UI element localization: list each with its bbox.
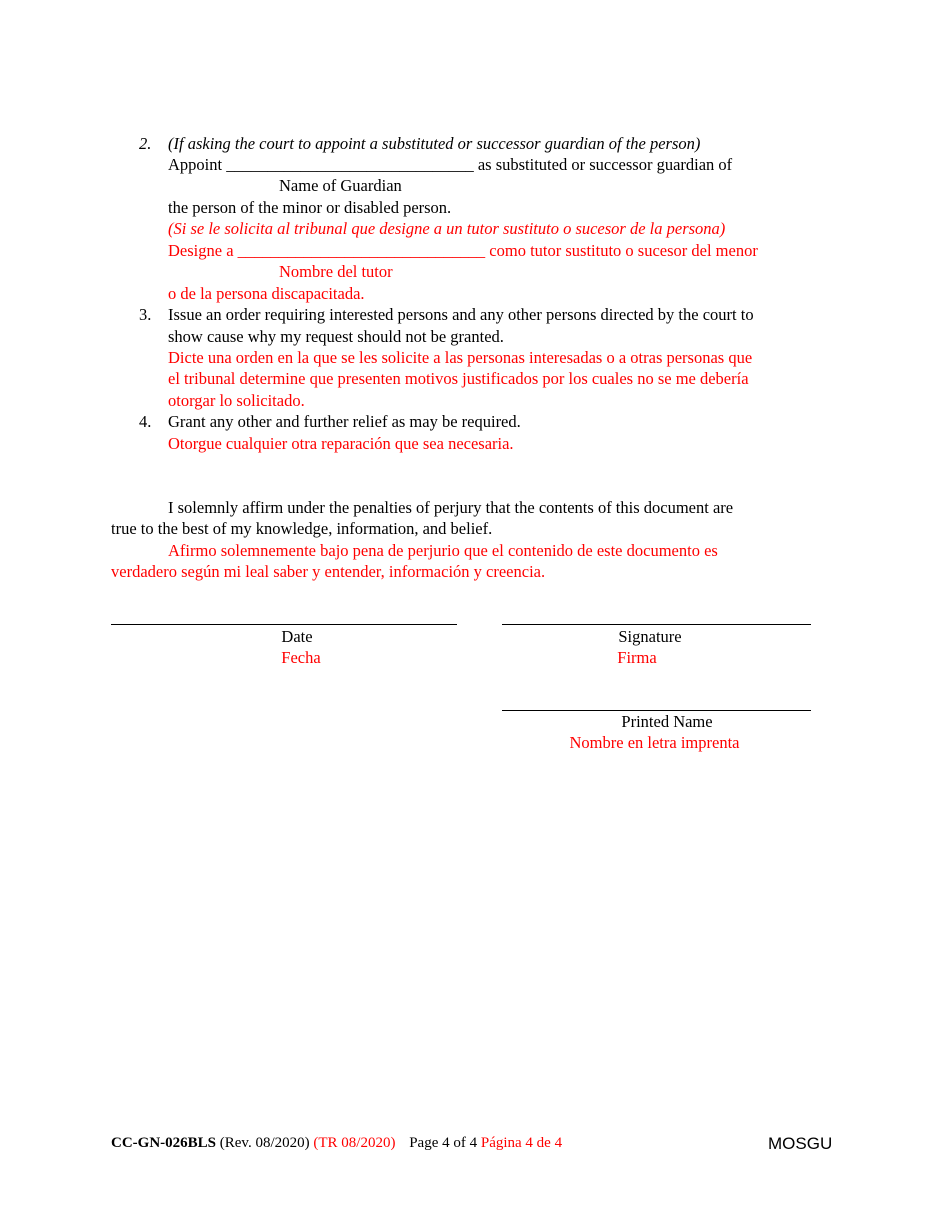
page-number: Page 4 of 4 (409, 1135, 478, 1151)
item-2-heading-es: (Si se le solicita al tribunal que designe a un tutor sustituto o sucesor de la persona) (168, 219, 726, 238)
item-3-es-line-3: otorgar lo solicitado. (168, 391, 305, 410)
printed-name-label: Printed Name (621, 712, 713, 731)
printed-name-label-es: Nombre en letra imprenta (569, 733, 740, 752)
date-line[interactable] (111, 624, 457, 625)
affirmation-es-line-2: verdadero según mi leal saber y entender, información y creencia. (111, 562, 546, 581)
item-4-number: 4. (139, 412, 152, 431)
designe-line (168, 241, 758, 261)
form-tag: MOSGU (768, 1134, 833, 1153)
form-code: CC-GN-026BLS (111, 1135, 217, 1151)
page-number-es: Página 4 de 4 (480, 1135, 563, 1151)
printed-name-line[interactable] (502, 710, 811, 711)
item-2-number: 2. (139, 134, 152, 153)
item-3-en-line-1: Issue an order requiring interested persons and any other persons directed by the court to (168, 305, 754, 324)
signature-label-es: Firma (617, 648, 657, 667)
item-2-heading: (If asking the court to appoint a substituted or successor guardian of the person) (168, 134, 701, 153)
tutor-name-blank[interactable]: ______________________________ (237, 241, 486, 260)
affirmation-en-line-2: true to the best of my knowledge, information, and belief. (111, 519, 493, 538)
item-3-number: 3. (139, 305, 152, 324)
appoint-suffix: as substituted or successor guardian of (477, 155, 733, 174)
item-3-es-line-1: Dicte una orden en la que se les solicite a las personas interesadas o a otras personas que (168, 348, 753, 367)
date-label: Date (281, 627, 313, 646)
item-3-es-line-2: el tribunal determine que presenten motivos justificados por los cuales no se me debería (168, 369, 749, 388)
affirmation-en-line-1: I solemnly affirm under the penalties of perjury that the contents of this document are (168, 498, 734, 517)
item-4-en: Grant any other and further relief as may be required. (168, 412, 521, 431)
signature-line[interactable] (502, 624, 811, 625)
footer-form-info (111, 1133, 562, 1153)
form-revision: (Rev. 08/2020) (219, 1135, 310, 1151)
designe-prefix: Designe a (168, 241, 234, 260)
item-3-en-line-2: show cause why my request should not be granted. (168, 327, 504, 346)
item-4-es: Otorgue cualquier otra reparación que sea necesaria. (168, 434, 514, 453)
item-2-line-3-es: o de la persona discapacitada. (168, 284, 365, 303)
item-2-line-3: the person of the minor or disabled person. (168, 198, 452, 217)
appoint-line (168, 155, 732, 175)
guardian-name-blank[interactable]: ______________________________ (226, 155, 474, 174)
date-label-es: Fecha (281, 648, 321, 667)
affirmation-es-line-1: Afirmo solemnemente bajo pena de perjurio que el contenido de este documento es (168, 541, 718, 560)
designe-suffix: como tutor sustituto o sucesor del menor (489, 241, 758, 260)
signature-label: Signature (618, 627, 682, 646)
appoint-prefix: Appoint (168, 155, 223, 174)
tutor-name-label: Nombre del tutor (279, 262, 393, 281)
guardian-name-label: Name of Guardian (279, 176, 402, 195)
translation-revision: (TR 08/2020) (313, 1135, 396, 1151)
